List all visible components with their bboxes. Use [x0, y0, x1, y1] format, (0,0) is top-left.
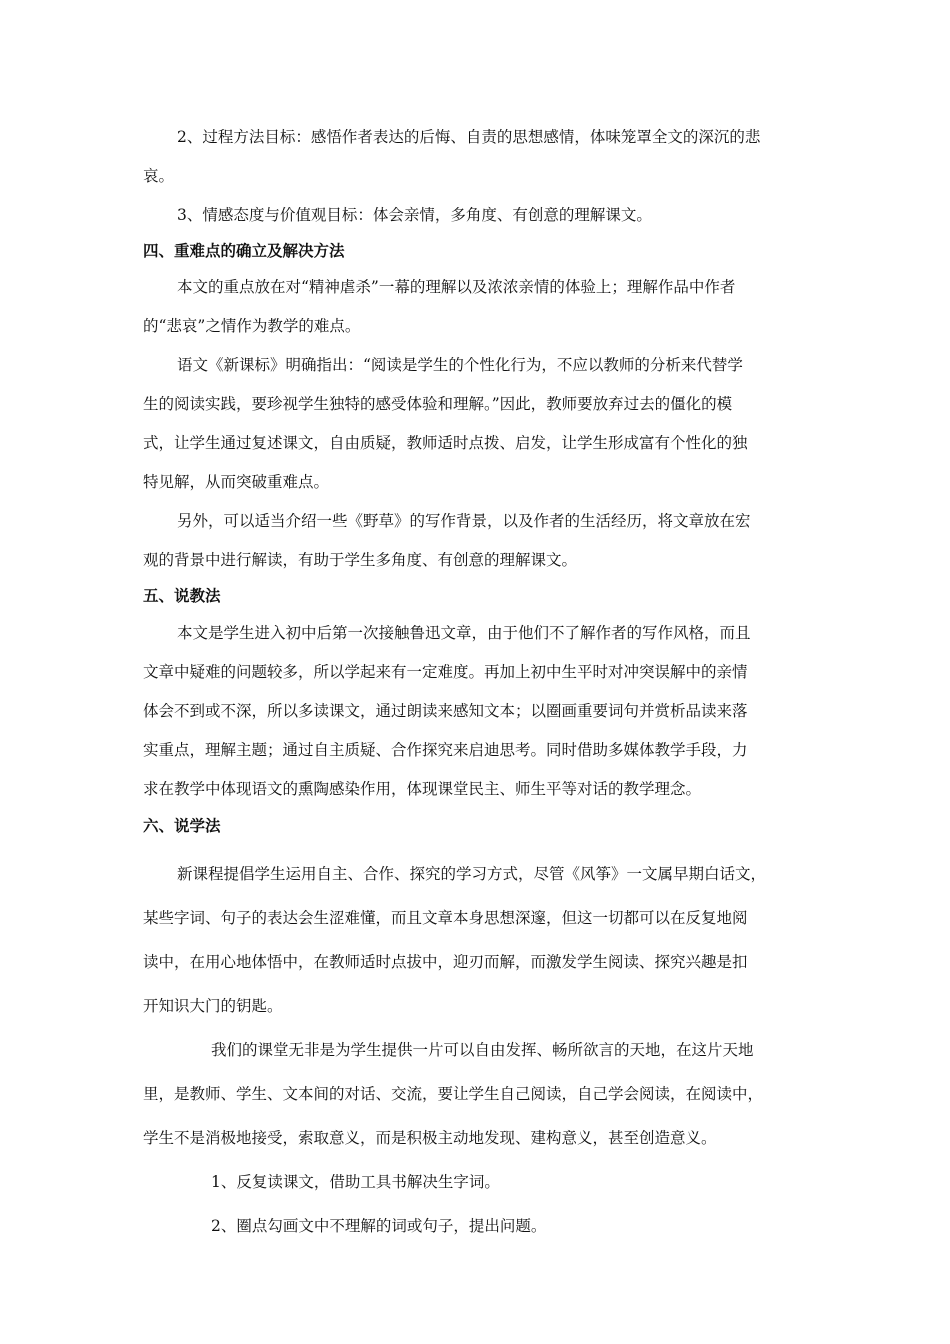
- section-heading: 六、说学法: [143, 817, 221, 835]
- text-line: 体会不到或不深，所以多读课文，通过朗读来感知文本；以圈画重要词句并赏析品读来落: [143, 702, 748, 720]
- text-line: 里，是教师、学生、文本间的对话、交流，要让学生自己阅读，自己学会阅读，在阅读中，: [143, 1085, 764, 1103]
- text-line: 特见解，从而突破重难点。: [143, 473, 330, 491]
- text-line: 文章中疑难的问题较多，所以学起来有一定难度。再加上初中生平时对冲突误解中的亲情: [143, 663, 748, 681]
- text-line: 生的阅读实践，要珍视学生独特的感受体验和理解。”因此，教师要放弃过去的僵化的模: [143, 395, 733, 413]
- text-line: 实重点，理解主题；通过自主质疑、合作探究来启迪思考。同时借助多媒体教学手段，力: [143, 741, 748, 759]
- list-item: 1、反复读课文，借助工具书解决生字词。: [211, 1173, 500, 1191]
- text-line: 新课程提倡学生运用自主、合作、探究的学习方式，尽管《风筝》一文属早期白话文，: [177, 865, 767, 883]
- text-line: 式，让学生通过复述课文，自由质疑，教师适时点拨、启发，让学生形成富有个性化的独: [143, 434, 748, 452]
- text-line: 本文是学生进入初中后第一次接触鲁迅文章，由于他们不了解作者的写作风格，而且: [177, 624, 751, 642]
- text-line: 2、过程方法目标：感悟作者表达的后悔、自责的思想感情，体味笼罩全文的深沉的悲: [177, 128, 761, 146]
- text-line: 求在教学中体现语文的熏陶感染作用，体现课堂民主、师生平等对话的教学理念。: [143, 780, 702, 798]
- text-line: 3、情感态度与价值观目标：体会亲情，多角度、有创意的理解课文。: [177, 206, 652, 224]
- text-line: 语文《新课标》明确指出：“阅读是学生的个性化行为，不应以教师的分析来代替学: [177, 356, 743, 374]
- section-heading: 五、说教法: [143, 587, 221, 605]
- list-item: 2、圈点勾画文中不理解的词或句子，提出问题。: [211, 1217, 547, 1235]
- text-line: 哀。: [143, 167, 175, 185]
- text-line: 本文的重点放在对“精神虐杀”一幕的理解以及浓浓亲情的体验上；理解作品中作者: [177, 278, 736, 296]
- text-line: 另外，可以适当介绍一些《野草》的写作背景，以及作者的生活经历，将文章放在宏: [177, 512, 751, 530]
- text-line: 观的背景中进行解读，有助于学生多角度、有创意的理解课文。: [143, 551, 578, 569]
- text-line: 开知识大门的钥匙。: [143, 997, 283, 1015]
- text-line: 学生不是消极地接受，索取意义，而是积极主动地发现、建构意义，甚至创造意义。: [143, 1129, 717, 1147]
- text-line: 的“悲哀”之情作为教学的难点。: [143, 317, 361, 335]
- text-line: 读中，在用心地体悟中，在教师适时点拔中，迎刃而解，而激发学生阅读、探究兴趣是扣: [143, 953, 748, 971]
- section-heading: 四、重难点的确立及解决方法: [143, 242, 345, 260]
- text-line: 我们的课堂无非是为学生提供一片可以自由发挥、畅所欲言的天地，在这片天地: [211, 1041, 754, 1059]
- text-line: 某些字词、句子的表达会生涩难懂，而且文章本身思想深邃，但这一切都可以在反复地阅: [143, 909, 748, 927]
